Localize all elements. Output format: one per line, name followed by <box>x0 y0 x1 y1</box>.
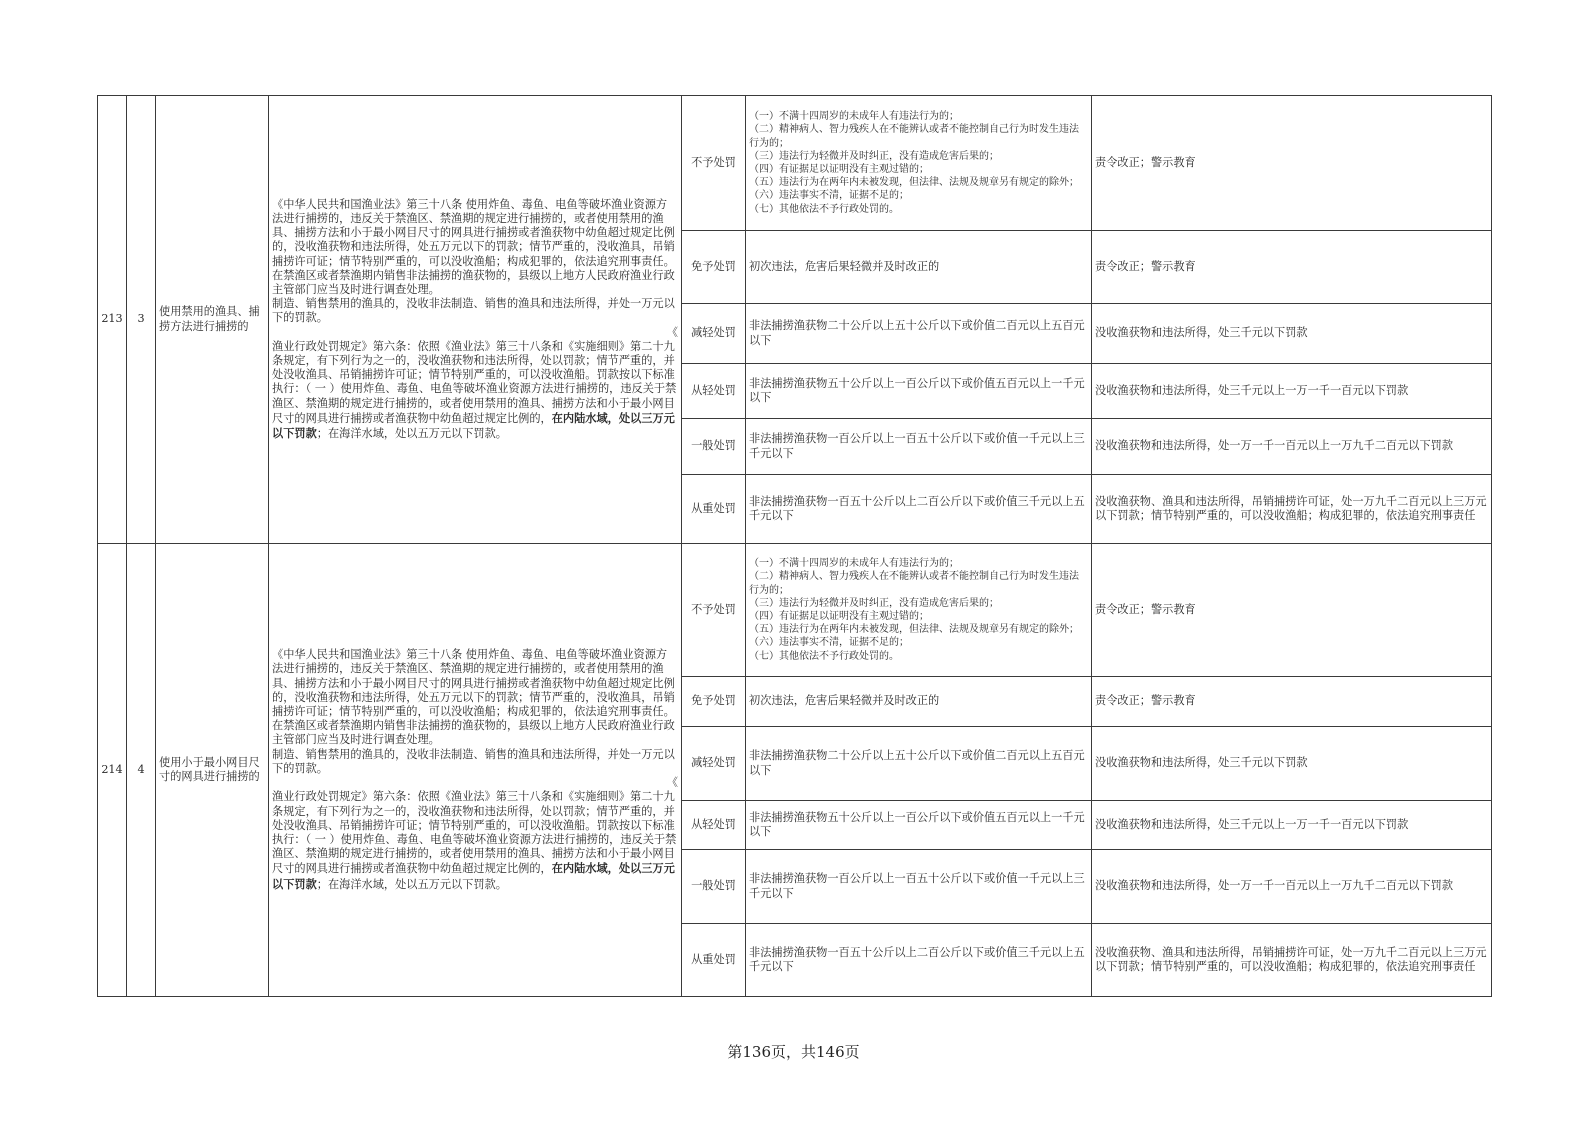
basis-paragraph: 制造、销售禁用的渔具的，没收非法制造、销售的渔具和违法所得，并处一万元以下的罚款。 <box>272 297 675 325</box>
record-sequence: 3 <box>127 96 156 544</box>
penalty-action: 责令改正；警示教育 <box>1092 677 1492 727</box>
penalty-standard-table <box>97 95 1492 997</box>
penalty-condition: 初次违法，危害后果轻微并及时改正的 <box>746 231 1092 304</box>
table-row <box>98 96 1492 231</box>
penalty-type: 一般处罚 <box>682 850 746 924</box>
penalty-type: 从重处罚 <box>682 475 746 544</box>
penalty-type: 一般处罚 <box>682 419 746 475</box>
penalty-type: 不予处罚 <box>682 544 746 677</box>
legal-basis <box>269 544 682 997</box>
penalty-type: 从重处罚 <box>682 924 746 997</box>
penalty-condition: 非法捕捞渔获物五十公斤以上一百公斤以下或价值五百元以上一千元以下 <box>746 364 1092 419</box>
penalty-type: 从轻处罚 <box>682 801 746 850</box>
table-row <box>98 544 1492 677</box>
penalty-type: 减轻处罚 <box>682 727 746 801</box>
penalty-action: 没收渔获物和违法所得，处三千元以上一万一千一百元以下罚款 <box>1092 801 1492 850</box>
penalty-type: 不予处罚 <box>682 96 746 231</box>
penalty-action: 没收渔获物和违法所得，处三千元以下罚款 <box>1092 727 1492 801</box>
violation-name: 使用小于最小网目尺寸的网具进行捕捞的 <box>156 544 269 997</box>
basis-paragraph: 渔业行政处罚规定》第六条：依照《渔业法》第三十八条和《实施细则》第二十九条规定，有下列行为之一的，没收渔获物和违法所得，处以罚款；情节严重的，并处没收渔具、吊销捕捞许可证；情节特别严重的，可以没收渔船。罚款按以下标准执行：（ 一 ）使用炸鱼、毒鱼、电鱼等破坏渔业资源方法进行捕捞的，违反关于禁渔区、禁渔期的规定进行捕捞的，或者使用禁用的渔具、捕捞方法和小于最小网目尺寸的网具进行捕捞或者渔获物中幼鱼超过规定比例的，在内陆水域，处以三万元以下罚款；在海洋水域，处以五万元以下罚款。 <box>272 339 677 441</box>
penalty-condition: 非法捕捞渔获物五十公斤以上一百公斤以下或价值五百元以上一千元以下 <box>746 801 1092 850</box>
penalty-action: 没收渔获物和违法所得，处三千元以上一万一千一百元以下罚款 <box>1092 364 1492 419</box>
violation-name: 使用禁用的渔具、捕捞方法进行捕捞的 <box>156 96 269 544</box>
basis-paragraph: 在禁渔区或者禁渔期内销售非法捕捞的渔获物的，县级以上地方人民政府渔业行政主管部门应当及时进行调查处理。 <box>272 268 675 296</box>
penalty-action: 责令改正；警示教育 <box>1092 231 1492 304</box>
penalty-condition: 非法捕捞渔获物二十公斤以上五十公斤以下或价值二百元以上五百元以下 <box>746 304 1092 364</box>
penalty-action: 没收渔获物和违法所得，处一万一千一百元以上一万九千二百元以下罚款 <box>1092 850 1492 924</box>
penalty-condition: 非法捕捞渔获物一百五十公斤以上二百公斤以下或价值三千元以上五千元以下 <box>746 475 1092 544</box>
penalty-action: 责令改正；警示教育 <box>1092 96 1492 231</box>
basis-bracket: 《 <box>666 325 678 339</box>
penalty-condition: 非法捕捞渔获物二十公斤以上五十公斤以下或价值二百元以上五百元以下 <box>746 727 1092 801</box>
record-number: 214 <box>98 544 127 997</box>
record-sequence: 4 <box>127 544 156 997</box>
penalty-action: 没收渔获物和违法所得，处一万一千一百元以上一万九千二百元以下罚款 <box>1092 419 1492 475</box>
penalty-condition: 非法捕捞渔获物一百公斤以上一百五十公斤以下或价值一千元以上三千元以下 <box>746 850 1092 924</box>
penalty-action: 没收渔获物和违法所得，处三千元以下罚款 <box>1092 304 1492 364</box>
penalty-condition: 初次违法，危害后果轻微并及时改正的 <box>746 677 1092 727</box>
legal-basis <box>269 96 682 544</box>
penalty-condition: 非法捕捞渔获物一百公斤以上一百五十公斤以下或价值一千元以上三千元以下 <box>746 419 1092 475</box>
basis-paragraph: 在禁渔区或者禁渔期内销售非法捕捞的渔获物的，县级以上地方人民政府渔业行政主管部门应当及时进行调查处理。 <box>272 719 675 747</box>
penalty-type: 减轻处罚 <box>682 304 746 364</box>
penalty-type: 免予处罚 <box>682 677 746 727</box>
penalty-type: 从轻处罚 <box>682 364 746 419</box>
basis-paragraph: 《中华人民共和国渔业法》第三十八条 使用炸鱼、毒鱼、电鱼等破坏渔业资源方法进行捕捞的，违反关于禁渔区、禁渔期的规定进行捕捞的，或者使用禁用的渔具、捕捞方法和小于最小网目尺寸的网具进行捕捞或者渔获物中幼鱼超过规定比例的，没收渔获物和违法所得，处五万元以下的罚款；情节严重的，没收渔具，吊销捕捞许可证；情节特别严重的，可以没收渔船；构成犯罪的，依法追究刑事责任。 <box>272 648 675 719</box>
penalty-condition: （一）不满十四周岁的未成年人有违法行为的； （二）精神病人、智力残疾人在不能辨认或者不能控制自己行为时发生违法行为的； （三）违法行为轻微并及时纠正，没有造成危害后果的； （四）有证据足以证明没有主观过错的； （五）违法行为在两年内未被发现，但法律、法规及规章另有规定的除外； （六）违法事实不清，证据不足的； （七）其他依法不予行政处罚的。 <box>746 544 1092 677</box>
page-number-footer: 第136页，共146页 <box>727 1043 860 1061</box>
basis-paragraph: 《中华人民共和国渔业法》第三十八条 使用炸鱼、毒鱼、电鱼等破坏渔业资源方法进行捕捞的，违反关于禁渔区、禁渔期的规定进行捕捞的，或者使用禁用的渔具、捕捞方法和小于最小网目尺寸的网具进行捕捞或者渔获物中幼鱼超过规定比例的，没收渔获物和违法所得，处五万元以下的罚款；情节严重的，没收渔具，吊销捕捞许可证；情节特别严重的，可以没收渔船；构成犯罪的，依法追究刑事责任。 <box>272 197 675 268</box>
record-number: 213 <box>98 96 127 544</box>
penalty-action: 没收渔获物、渔具和违法所得，吊销捕捞许可证，处一万九千二百元以上三万元以下罚款；情节特别严重的，可以没收渔船；构成犯罪的，依法追究刑事责任 <box>1092 475 1492 544</box>
basis-paragraph: 制造、销售禁用的渔具的，没收非法制造、销售的渔具和违法所得，并处一万元以下的罚款。 <box>272 747 675 775</box>
basis-bracket: 《 <box>666 776 678 790</box>
basis-emphasis: 在内陆水域，处以三万元以下罚款 <box>272 861 675 891</box>
penalty-condition: （一）不满十四周岁的未成年人有违法行为的； （二）精神病人、智力残疾人在不能辨认或者不能控制自己行为时发生违法行为的； （三）违法行为轻微并及时纠正，没有造成危害后果的； （四）有证据足以证明没有主观过错的； （五）违法行为在两年内未被发现，但法律、法规及规章另有规定的除外； （六）违法事实不清，证据不足的； （七）其他依法不予行政处罚的。 <box>746 96 1092 231</box>
penalty-action: 责令改正；警示教育 <box>1092 544 1492 677</box>
penalty-type: 免予处罚 <box>682 231 746 304</box>
penalty-condition: 非法捕捞渔获物一百五十公斤以上二百公斤以下或价值三千元以上五千元以下 <box>746 924 1092 997</box>
basis-emphasis: 在内陆水域，处以三万元以下罚款 <box>272 410 675 441</box>
basis-paragraph: 渔业行政处罚规定》第六条：依照《渔业法》第三十八条和《实施细则》第二十九条规定，有下列行为之一的，没收渔获物和违法所得，处以罚款；情节严重的，并处没收渔具、吊销捕捞许可证；情节特别严重的，可以没收渔船。罚款按以下标准执行：（ 一 ）使用炸鱼、毒鱼、电鱼等破坏渔业资源方法进行捕捞的，违反关于禁渔区、禁渔期的规定进行捕捞的，或者使用禁用的渔具、捕捞方法和小于最小网目尺寸的网具进行捕捞或者渔获物中幼鱼超过规定比例的，在内陆水域，处以三万元以下罚款；在海洋水域，处以五万元以下罚款。 <box>272 790 677 891</box>
penalty-action: 没收渔获物、渔具和违法所得，吊销捕捞许可证，处一万九千二百元以上三万元以下罚款；情节特别严重的，可以没收渔船；构成犯罪的，依法追究刑事责任 <box>1092 924 1492 997</box>
